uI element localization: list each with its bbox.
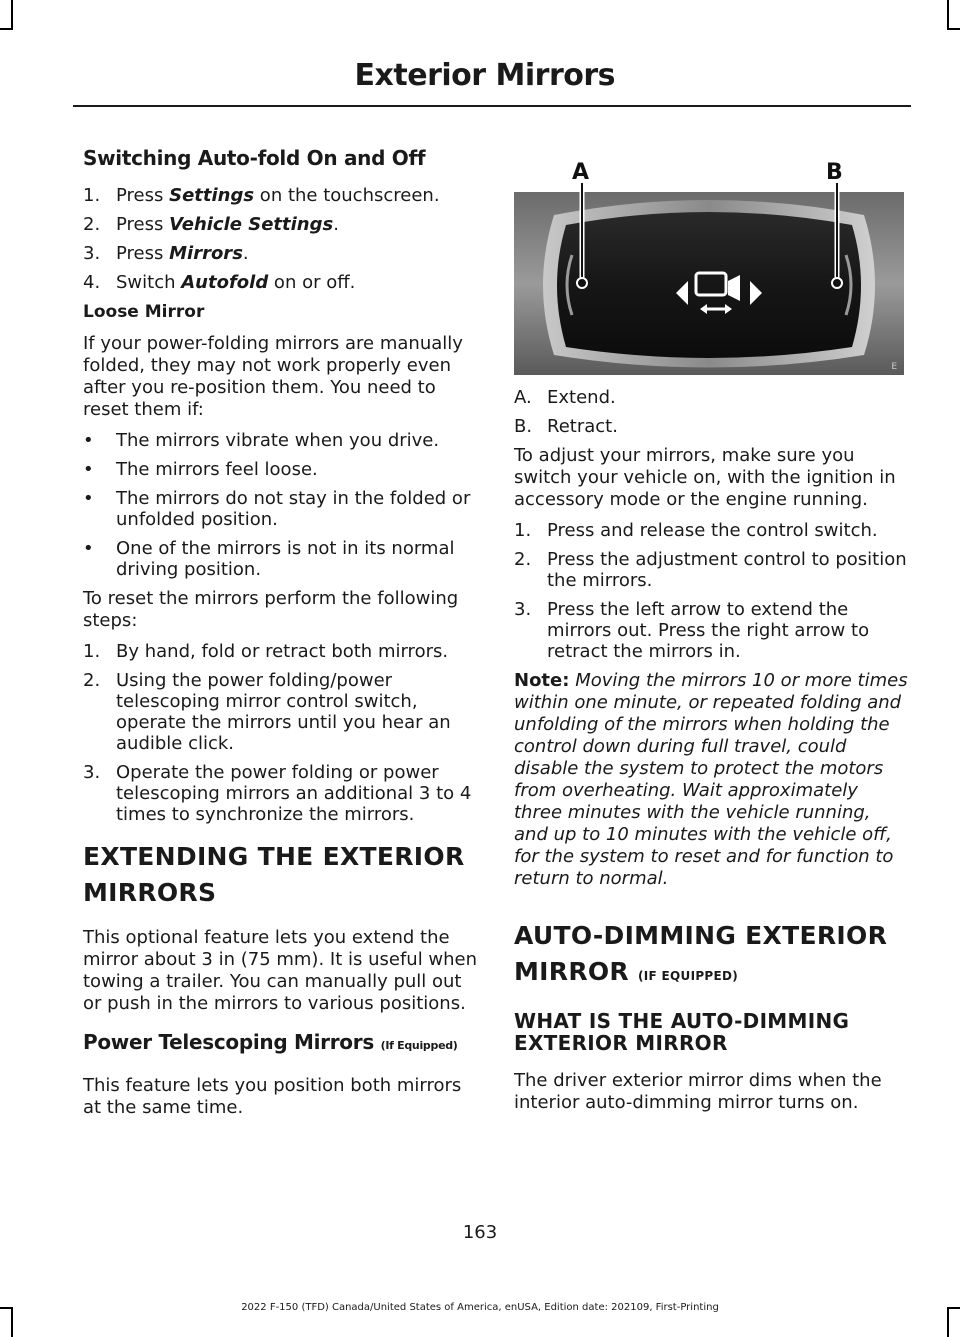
power-telescoping-body: This feature lets you position both mirrors at the same time. xyxy=(83,1075,462,1118)
loose-mirror-intro: If your power-folding mirrors are manually folded, they may not work properly even after you re-position them. You need to reset them if: xyxy=(83,333,463,420)
power-telescoping-heading: Power Telescoping Mirrors (If Equipped) xyxy=(83,1030,458,1054)
loose-mirror-heading: Loose Mirror xyxy=(83,302,205,322)
autofold-step: 3. Press Mirrors. xyxy=(83,243,249,264)
autofold-step: 2. Press Vehicle Settings. xyxy=(83,214,339,235)
figure-ref: E xyxy=(891,362,897,372)
right-column xyxy=(514,155,909,1123)
switch-face xyxy=(557,212,861,358)
crop-mark-top-right-v xyxy=(947,0,949,30)
mirror-switch-illustration xyxy=(514,155,904,375)
reset-intro: To reset the mirrors perform the following steps: xyxy=(83,588,459,631)
autodim-subheading: WHAT IS THE AUTO-DIMMING EXTERIOR MIRROR xyxy=(514,1009,850,1055)
adjust-intro: To adjust your mirrors, make sure you switch your vehicle on, with the ignition in accessory mode or the engine running. xyxy=(514,445,896,510)
page-header-title: Exterior Mirrors xyxy=(354,58,615,93)
callout-dot-b xyxy=(832,278,842,288)
crop-mark-top-left-h xyxy=(0,28,13,30)
callout-dot-a xyxy=(577,278,587,288)
list-item: • One of the mirrors is not in its normal driving position. xyxy=(83,538,455,580)
reset-step: 3. Operate the power folding or power telescoping mirrors an additional 3 to 4 times to synchronize the mirrors. xyxy=(83,762,472,825)
adjust-step: 1. Press and release the control switch. xyxy=(514,520,878,541)
callout-label-b: B xyxy=(826,160,843,185)
note-paragraph: Note: Moving the mirrors 10 or more times within one minute, or repeated folding and unfolding of the mirrors when holding the control down during full travel, could disable the system to protect the motors from overheating. Wait approximately three minutes with the vehicle running, and up to 10 minutes with the vehicle off, for the system to reset and for function to return to normal. xyxy=(514,670,908,889)
callout-label-a: A xyxy=(572,160,590,185)
autodim-body: The driver exterior mirror dims when the interior auto-dimming mirror turns on. xyxy=(514,1070,882,1113)
extending-heading: EXTENDING THE EXTERIOR MIRRORS xyxy=(83,842,465,907)
callout-item: A. Extend. xyxy=(514,387,616,408)
callout-legend xyxy=(514,387,909,437)
adjust-steps xyxy=(514,520,909,662)
autofold-heading: Switching Auto-fold On and Off xyxy=(83,146,426,170)
list-item: • The mirrors do not stay in the folded or unfolded position. xyxy=(83,488,471,530)
header-divider xyxy=(73,105,911,107)
left-column xyxy=(83,145,478,1128)
list-item: • The mirrors vibrate when you drive. xyxy=(83,430,440,451)
list-item: • The mirrors feel loose. xyxy=(83,459,318,480)
loose-mirror-bullets xyxy=(83,430,478,580)
autofold-steps xyxy=(83,185,478,293)
reset-steps xyxy=(83,641,478,825)
reset-step: 1. By hand, fold or retract both mirrors. xyxy=(83,641,449,662)
autofold-step: 1. Press Settings on the touchscreen. xyxy=(83,185,440,206)
autofold-step: 4. Switch Autofold on or off. xyxy=(83,272,356,293)
autodim-heading: AUTO-DIMMING EXTERIOR MIRROR (IF EQUIPPED) xyxy=(514,921,888,986)
page-number: 163 xyxy=(462,1222,498,1243)
crop-mark-top-right-h xyxy=(947,28,960,30)
callout-item: B. Retract. xyxy=(514,416,618,437)
extending-body: This optional feature lets you extend the mirror about 3 in (75 mm). It is useful when towing a trailer. You can manually pull out or push in the mirrors to various positions. xyxy=(83,927,478,1014)
mirror-control-figure xyxy=(514,155,904,375)
crop-mark-top-left-v xyxy=(11,0,13,30)
adjust-step: 2. Press the adjustment control to position the mirrors. xyxy=(514,549,907,591)
adjust-step: 3. Press the left arrow to extend the mirrors out. Press the right arrow to retract the mirrors in. xyxy=(514,599,870,662)
reset-step: 2. Using the power folding/power telescoping mirror control switch, operate the mirrors until you hear an audible click. xyxy=(83,670,451,754)
edition-footer: 2022 F-150 (TFD) Canada/United States of America, enUSA, Edition date: 202109, First-Printing xyxy=(241,1302,719,1313)
